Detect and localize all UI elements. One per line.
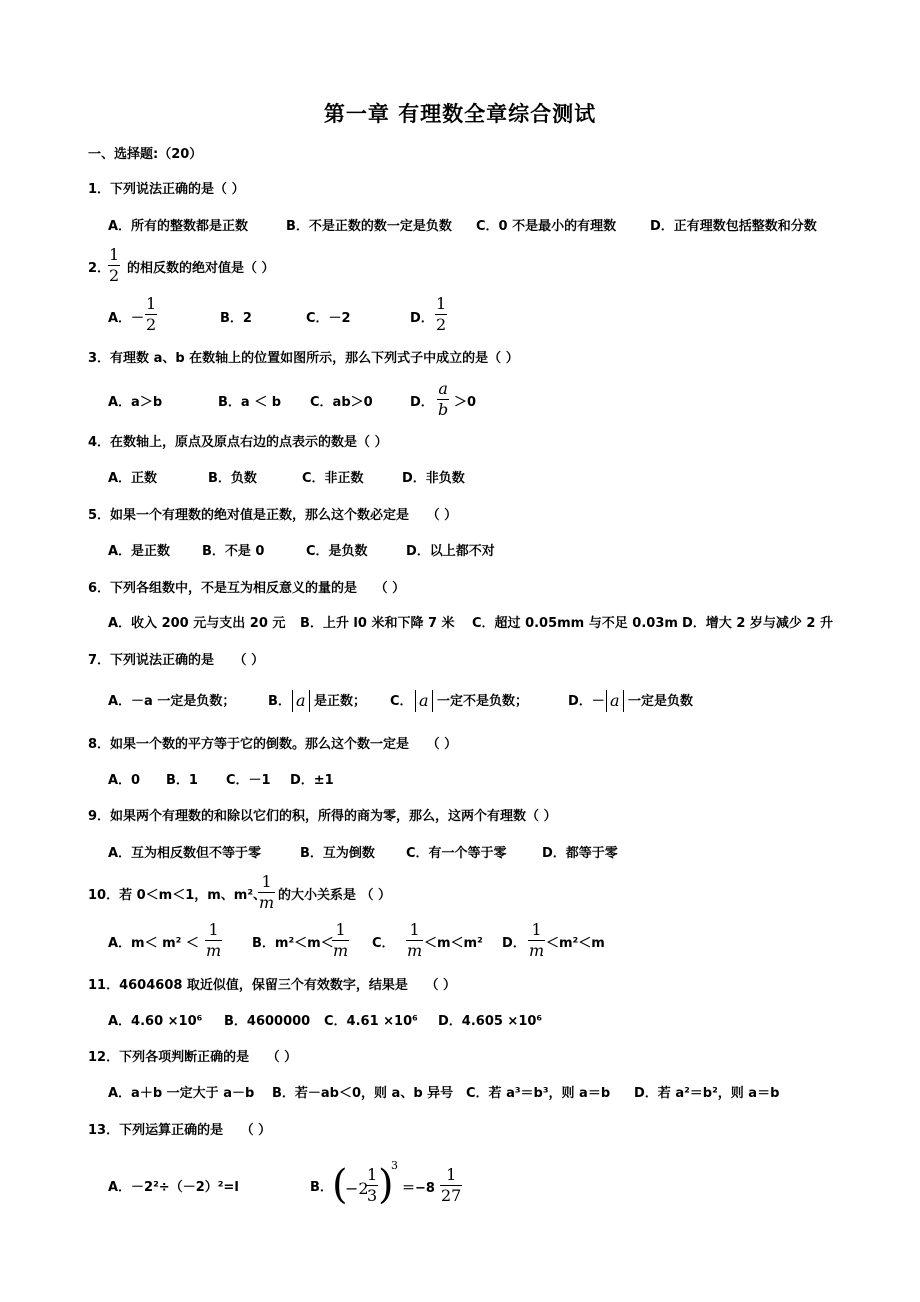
q7-option-c-label: C． — [390, 694, 413, 709]
q7-option-c-tail: 一定不是负数； — [437, 694, 529, 709]
q10-b-denominator: m — [333, 941, 349, 960]
q2-option-a-label: A．－ — [108, 311, 145, 326]
q2-option-b: B．2 — [220, 311, 252, 326]
q10-c-numerator: 1 — [409, 920, 420, 939]
q5-option-c: C．是负数 — [306, 544, 368, 559]
q2-d-numerator: 1 — [436, 294, 447, 313]
q13-b-result-numerator: 1 — [446, 1165, 457, 1184]
question-9-stem: 9．如果两个有理数的和除以它们的积，所得的商为零，那么，这两个有理数（ ） — [88, 809, 557, 824]
question-11-stem: 11．4604608 取近似值，保留三个有效数字，结果是 （ ） — [88, 978, 456, 993]
q3-option-d-label: D． — [410, 395, 434, 410]
q10-option-b-fraction — [332, 921, 349, 960]
q6-option-c: C．超过 0.05mm 与不足 0.03m — [472, 616, 678, 631]
q10-d-numerator: 1 — [531, 920, 542, 939]
q2-option-a-fraction — [145, 295, 157, 334]
q2-option-d-fraction — [435, 295, 447, 334]
q3-option-b: B．a ＜ b — [218, 395, 282, 410]
q3-option-c: C．ab＞0 — [310, 395, 373, 410]
q10-option-c-tail: ＜m＜m² — [424, 936, 483, 951]
q4-option-a: A．正数 — [108, 471, 158, 486]
question-8-stem: 8．如果一个数的平方等于它的倒数。那么这个数一定是 （ ） — [88, 737, 458, 752]
q10-option-a-fraction — [205, 921, 222, 960]
question-2-number: 2． — [88, 261, 111, 276]
q7-option-a: A．－a 一定是负数； — [108, 694, 236, 709]
q11-option-b: B．4600000 — [224, 1014, 311, 1029]
q9-option-a: A．互为相反数但不等于零 — [108, 846, 262, 861]
question-12-stem: 12．下列各项判断正确的是 （ ） — [88, 1050, 298, 1065]
q7-d-absolute-value: a — [606, 690, 624, 712]
q10-a-denominator: m — [206, 941, 222, 960]
q9-option-b: B．互为倒数 — [300, 846, 375, 861]
q12-option-b: B．若－ab＜0，则 a、b 异号 — [272, 1086, 454, 1101]
q2-option-d-label: D． — [410, 311, 434, 326]
page-title: 第一章 有理数全章综合测试 — [323, 102, 597, 126]
question-10-stem-head: 10．若 0＜m＜1，m、m²、 — [88, 888, 267, 903]
q10-option-c-fraction — [406, 921, 423, 960]
q2-fraction-numerator: 1 — [109, 245, 120, 264]
q2-a-numerator: 1 — [146, 294, 157, 313]
q5-option-a: A．是正数 — [108, 544, 171, 559]
q1-option-d: D．正有理数包括整数和分数 — [650, 219, 817, 234]
q8-option-d: D．±1 — [290, 773, 334, 788]
q6-option-b: B．上升 l0 米和下降 7 米 — [300, 616, 455, 631]
question-5-stem: 5．如果一个有理数的绝对值是正数，那么这个数必定是 （ ） — [88, 508, 458, 523]
q13-b-equals: ＝−8 — [402, 1181, 435, 1196]
q13-b-whole-part: −2 — [345, 1179, 369, 1198]
q8-option-b: B．1 — [166, 773, 198, 788]
q9-option-d: D．都等于零 — [542, 846, 618, 861]
q4-option-b: B．负数 — [208, 471, 257, 486]
question-10-stem-tail: 的大小关系是 （ ） — [278, 888, 392, 903]
q6-option-d: D．增大 2 岁与减少 2 升 — [682, 616, 833, 631]
q1-option-a: A．所有的整数都是正数 — [108, 219, 249, 234]
q13-option-b-label: B． — [310, 1180, 333, 1195]
left-paren: ( — [332, 1162, 348, 1208]
q13-b-exponent: 3 — [391, 1159, 398, 1172]
question-4-stem: 4．在数轴上，原点及原点右边的点表示的数是（ ） — [88, 435, 388, 450]
q6-option-a: A．收入 200 元与支出 20 元 — [108, 616, 286, 631]
q1-option-b: B．不是正数的数一定是负数 — [286, 219, 452, 234]
q5-option-d: D．以上都不对 — [406, 544, 495, 559]
q12-option-c: C．若 a³＝b³，则 a＝b — [466, 1086, 611, 1101]
q4-option-c: C．非正数 — [302, 471, 364, 486]
q13-b-numerator: 1 — [367, 1165, 378, 1184]
q7-option-b-tail: 是正数； — [314, 694, 367, 709]
q10-option-d-fraction — [528, 921, 545, 960]
q10-stem-fraction — [258, 873, 275, 912]
q3-option-a: A．a＞b — [108, 395, 163, 410]
q10-stem-numerator: 1 — [261, 872, 272, 891]
q11-option-d: D．4.605 ×10⁶ — [438, 1014, 543, 1029]
q10-option-b-label: B．m²＜m＜ — [252, 936, 334, 951]
question-6-stem: 6．下列各组数中，不是互为相反意义的量的是 （ ） — [88, 581, 406, 596]
q8-option-a: A．0 — [108, 773, 141, 788]
q10-a-numerator: 1 — [208, 920, 219, 939]
q2-option-c: C．－2 — [306, 311, 351, 326]
section-heading: 一、选择题:（20） — [88, 147, 203, 162]
q10-option-d-label: D． — [502, 936, 526, 951]
q2-fraction — [108, 246, 120, 285]
question-2-stem: 的相反数的绝对值是（ ） — [127, 261, 275, 276]
q13-b-result-denominator: 27 — [441, 1186, 462, 1205]
q13-b-denominator: 3 — [367, 1186, 378, 1205]
q13-option-a: A．－2²÷（－2）²=l — [108, 1180, 239, 1195]
question-3-stem: 3．有理数 a、b 在数轴上的位置如图所示，那么下列式子中成立的是（ ） — [88, 351, 519, 366]
q10-option-c-label: C． — [372, 936, 395, 951]
q7-option-d-tail: 一定是负数 — [628, 694, 694, 709]
q2-d-denominator: 2 — [436, 315, 447, 334]
q9-option-c: C．有一个等于零 — [406, 846, 507, 861]
q7-c-absolute-value: a — [415, 690, 433, 712]
q10-option-a-label: A．m＜ m² ＜ — [108, 936, 199, 951]
q4-option-d: D．非负数 — [402, 471, 465, 486]
question-13-stem: 13．下列运算正确的是 （ ） — [88, 1123, 272, 1138]
q2-fraction-denominator: 2 — [109, 266, 120, 285]
q12-option-d: D．若 a²＝b²，则 a＝b — [634, 1086, 780, 1101]
q10-c-denominator: m — [407, 941, 423, 960]
right-paren: ) — [378, 1162, 394, 1208]
q13-b-result-fraction — [440, 1166, 462, 1205]
q10-option-d-tail: ＜m²＜m — [546, 936, 605, 951]
q3-d-numerator: a — [438, 379, 448, 398]
q3-option-d-tail: ＞0 — [454, 395, 477, 410]
q5-option-b: B．不是 0 — [202, 544, 265, 559]
q3-d-denominator: b — [438, 400, 449, 419]
q10-d-denominator: m — [529, 941, 545, 960]
q8-option-c: C．－1 — [226, 773, 271, 788]
q7-option-d-label: D．－ — [568, 694, 605, 709]
question-1-stem: 1．下列说法正确的是（ ） — [88, 182, 245, 197]
q11-option-c: C．4.61 ×10⁶ — [324, 1014, 418, 1029]
q2-a-denominator: 2 — [146, 315, 157, 334]
q10-b-numerator: 1 — [335, 920, 346, 939]
q10-stem-denominator: m — [259, 893, 275, 912]
q7-b-absolute-value: a — [292, 690, 310, 712]
q7-option-b-label: B． — [268, 694, 291, 709]
q13-b-mixed-fraction — [366, 1166, 378, 1205]
question-7-stem: 7．下列说法正确的是 （ ） — [88, 653, 265, 668]
q12-option-a: A．a＋b 一定大于 a－b — [108, 1086, 255, 1101]
q11-option-a: A．4.60 ×10⁶ — [108, 1014, 203, 1029]
q3-option-d-fraction — [437, 380, 449, 419]
q1-option-c: C．0 不是最小的有理数 — [476, 219, 617, 234]
